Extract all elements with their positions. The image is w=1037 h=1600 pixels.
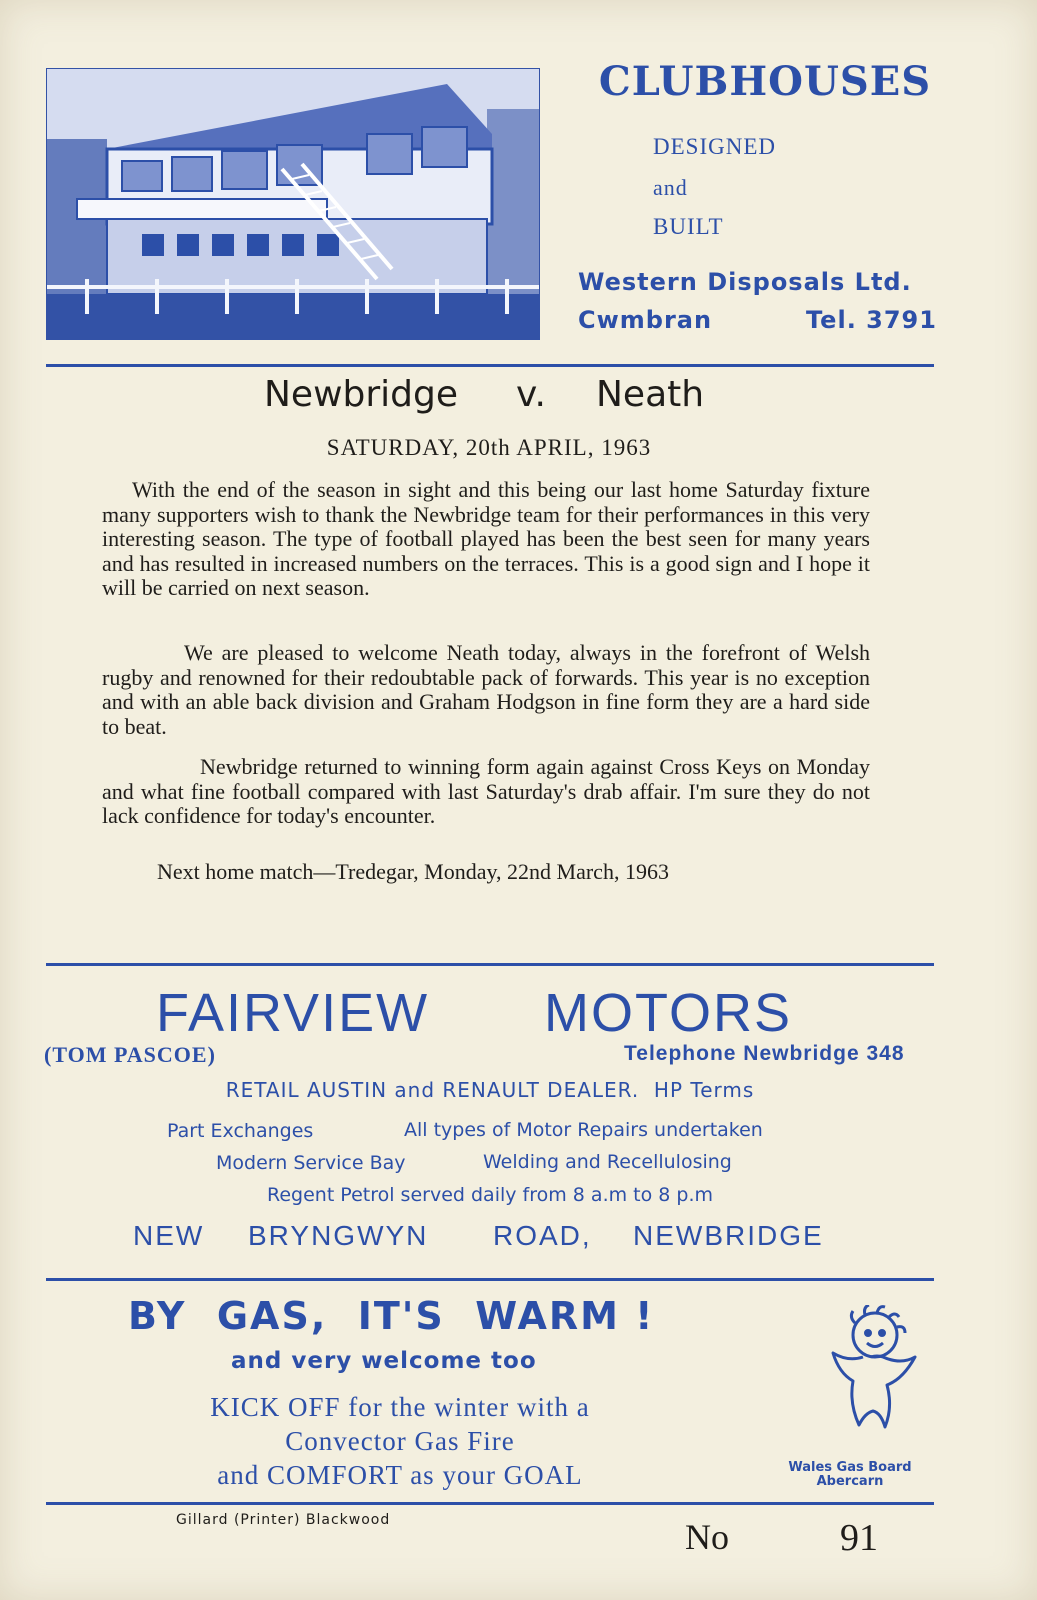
service-bay: Modern Service Bay (216, 1152, 406, 1174)
programme-number: 91 (840, 1517, 878, 1559)
owner-name: (TOM PASCOE) (44, 1042, 216, 1067)
gas-line-3: and COMFORT as your GOAL (217, 1460, 583, 1490)
and-text: and (653, 175, 688, 200)
gas-line-2: Convector Gas Fire (285, 1426, 515, 1456)
fairview-word: FAIRVIEW (156, 983, 430, 1043)
built-text: BUILT (653, 214, 724, 239)
address-road: ROAD, (493, 1220, 592, 1251)
paragraph-1: With the end of the season in sight and this being our last home Saturday fixture many supporters wish to thank the Newbridge team for their performances in this very interesting season. The type of football played has been the best seen for many years and has resulted in increased numbers on the terraces. This is a good sign and I hope it will be carried on next season. (102, 477, 870, 600)
gas-subline: and very welcome too (231, 1348, 537, 1374)
address-bryngwyn: BRYNGWYN (248, 1220, 429, 1251)
paragraph-2: We are pleased to welcome Neath today, always in the forefront of Welsh rugby and renowned for their redoubtable pack of forwards. This year is no exception and with an able back division and Graham Hodgson in fine form they are a hard side to beat. (102, 640, 870, 739)
gas-board-name: Wales Gas Board (788, 1460, 912, 1475)
company-name: Western Disposals Ltd. (578, 268, 912, 296)
designed-text: DESIGNED (653, 134, 776, 159)
gas-board-town: Abercarn (816, 1474, 884, 1489)
divider-1 (46, 364, 934, 367)
divider-3 (46, 1278, 934, 1281)
match-home-team: Newbridge (264, 374, 459, 415)
clubhouse-photo (46, 68, 540, 340)
address-new: NEW (133, 1220, 205, 1251)
part-exchanges: Part Exchanges (167, 1120, 314, 1142)
match-date: SATURDAY, 20th APRIL, 1963 (326, 435, 652, 460)
regent-petrol: Regent Petrol served daily from 8 a.m to 8 p.m (266, 1184, 714, 1206)
number-label: No (685, 1517, 729, 1557)
divider-2 (46, 963, 934, 966)
welding: Welding and Recellulosing (483, 1151, 732, 1173)
address-newbridge: NEWBRIDGE (633, 1220, 824, 1251)
gas-flame-mascot-icon (825, 1305, 925, 1440)
gas-line-1: KICK OFF for the winter with a (210, 1392, 590, 1422)
clubhouse-building-icon (47, 69, 539, 339)
motors-word: MOTORS (544, 983, 793, 1043)
company-phone: Tel. 3791 (806, 306, 937, 334)
dealer-line: RETAIL AUSTIN and RENAULT DEALER. HP Terms (225, 1078, 755, 1102)
motor-repairs: All types of Motor Repairs undertaken (404, 1119, 763, 1141)
divider-4 (46, 1502, 934, 1505)
match-away-team: Neath (596, 374, 705, 415)
paragraph-3: Newbridge returned to winning form again against Cross Keys on Monday and what fine football compared with last Saturday's drab affair. I'm sure they do not lack confidence for today's encounter. (102, 754, 870, 828)
printer-credit: Gillard (Printer) Blackwood (176, 1512, 391, 1528)
company-town: Cwmbran (578, 306, 713, 334)
match-vs: v. (516, 374, 546, 415)
motors-telephone: Telephone Newbridge 348 (624, 1042, 905, 1065)
clubhouses-headline: CLUBHOUSES (598, 58, 932, 105)
next-match: Next home match—Tredegar, Monday, 22nd March, 1963 (157, 859, 669, 884)
gas-headline: BY GAS, IT'S WARM ! (128, 1294, 655, 1338)
